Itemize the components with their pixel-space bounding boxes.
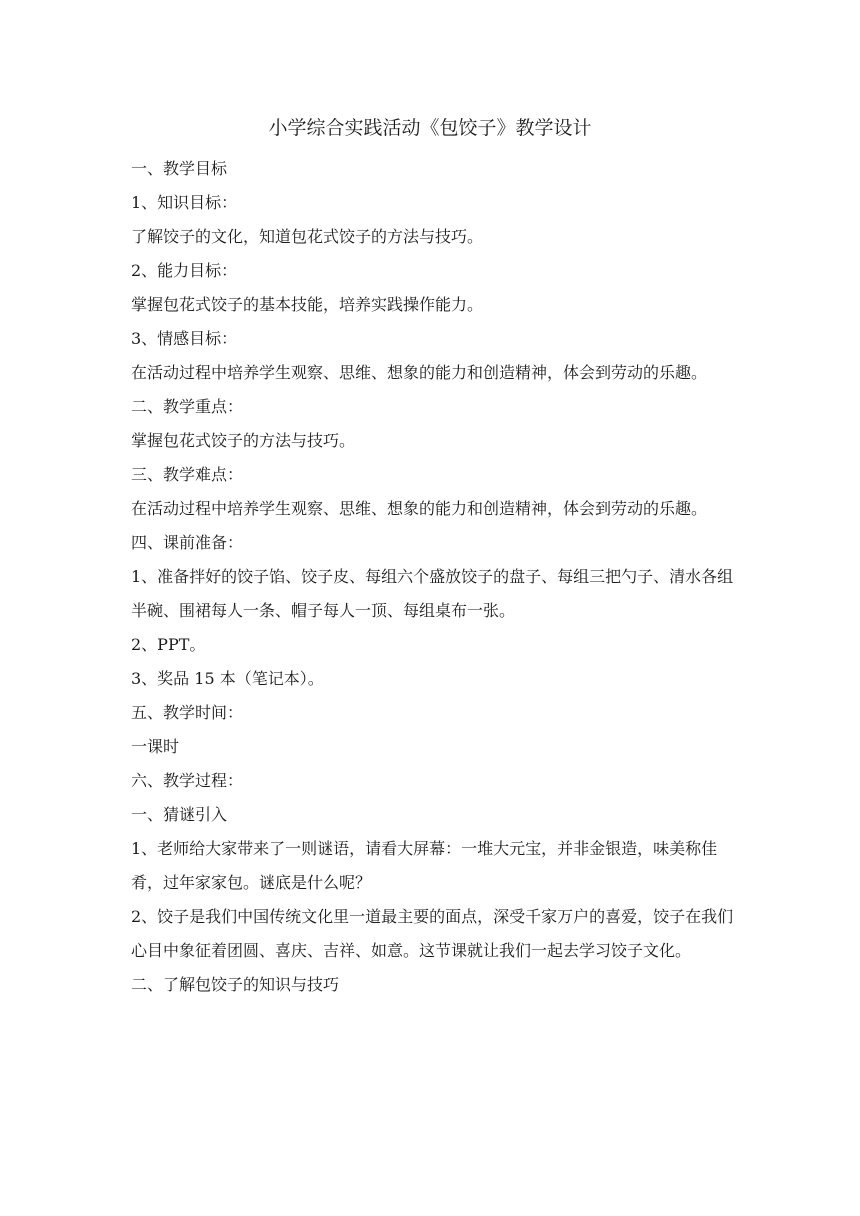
document-title: 小学综合实践活动《包饺子》教学设计 (268, 117, 592, 139)
section-heading-process: 六、教学过程： (131, 771, 244, 790)
section-heading-difficulties: 三、教学难点： (131, 465, 244, 484)
paragraph: 掌握包花式饺子的方法与技巧。 (131, 431, 356, 450)
section-heading-objectives: 一、教学目标 (131, 159, 228, 178)
subheading-riddle-intro: 一、猜谜引入 (131, 805, 228, 824)
paragraph: 1、准备拌好的饺子馅、饺子皮、每组六个盛放饺子的盘子、每组三把勺子、清水各组半碗、围裙每人一条、帽子每人一顶、每组桌布一张。 (131, 567, 734, 620)
paragraph: 一课时 (131, 737, 180, 756)
paragraph: 2、饺子是我们中国传统文化里一道最主要的面点，深受千家万户的喜爱，饺子在我们心目中象征着团圆、喜庆、吉祥、如意。这节课就让我们一起去学习饺子文化。 (131, 907, 734, 960)
paragraph: 在活动过程中培养学生观察、思维、想象的能力和创造精神，体会到劳动的乐趣。 (131, 363, 708, 382)
subheading-ability-goal: 2、能力目标： (131, 261, 238, 280)
section-heading-time: 五、教学时间： (131, 703, 244, 722)
subheading-knowledge-goal: 1、知识目标： (131, 193, 238, 212)
subheading-emotion-goal: 3、情感目标： (131, 329, 238, 348)
subheading-knowledge-skills: 二、了解包饺子的知识与技巧 (131, 975, 340, 994)
paragraph: 在活动过程中培养学生观察、思维、想象的能力和创造精神，体会到劳动的乐趣。 (131, 499, 708, 518)
paragraph: 3、奖品 15 本（笔记本）。 (131, 669, 324, 688)
paragraph: 掌握包花式饺子的基本技能，培养实践操作能力。 (131, 295, 484, 314)
paragraph: 1、老师给大家带来了一则谜语，请看大屏幕：一堆大元宝，并非金银造，味美称佳肴，过年家家包。谜底是什么呢？ (131, 839, 718, 892)
section-heading-preparation: 四、课前准备： (131, 533, 244, 552)
paragraph: 了解饺子的文化，知道包花式饺子的方法与技巧。 (131, 227, 484, 246)
paragraph: 2、PPT。 (131, 635, 206, 654)
document-body (131, 152, 737, 1002)
section-heading-key-points: 二、教学重点： (131, 397, 244, 416)
